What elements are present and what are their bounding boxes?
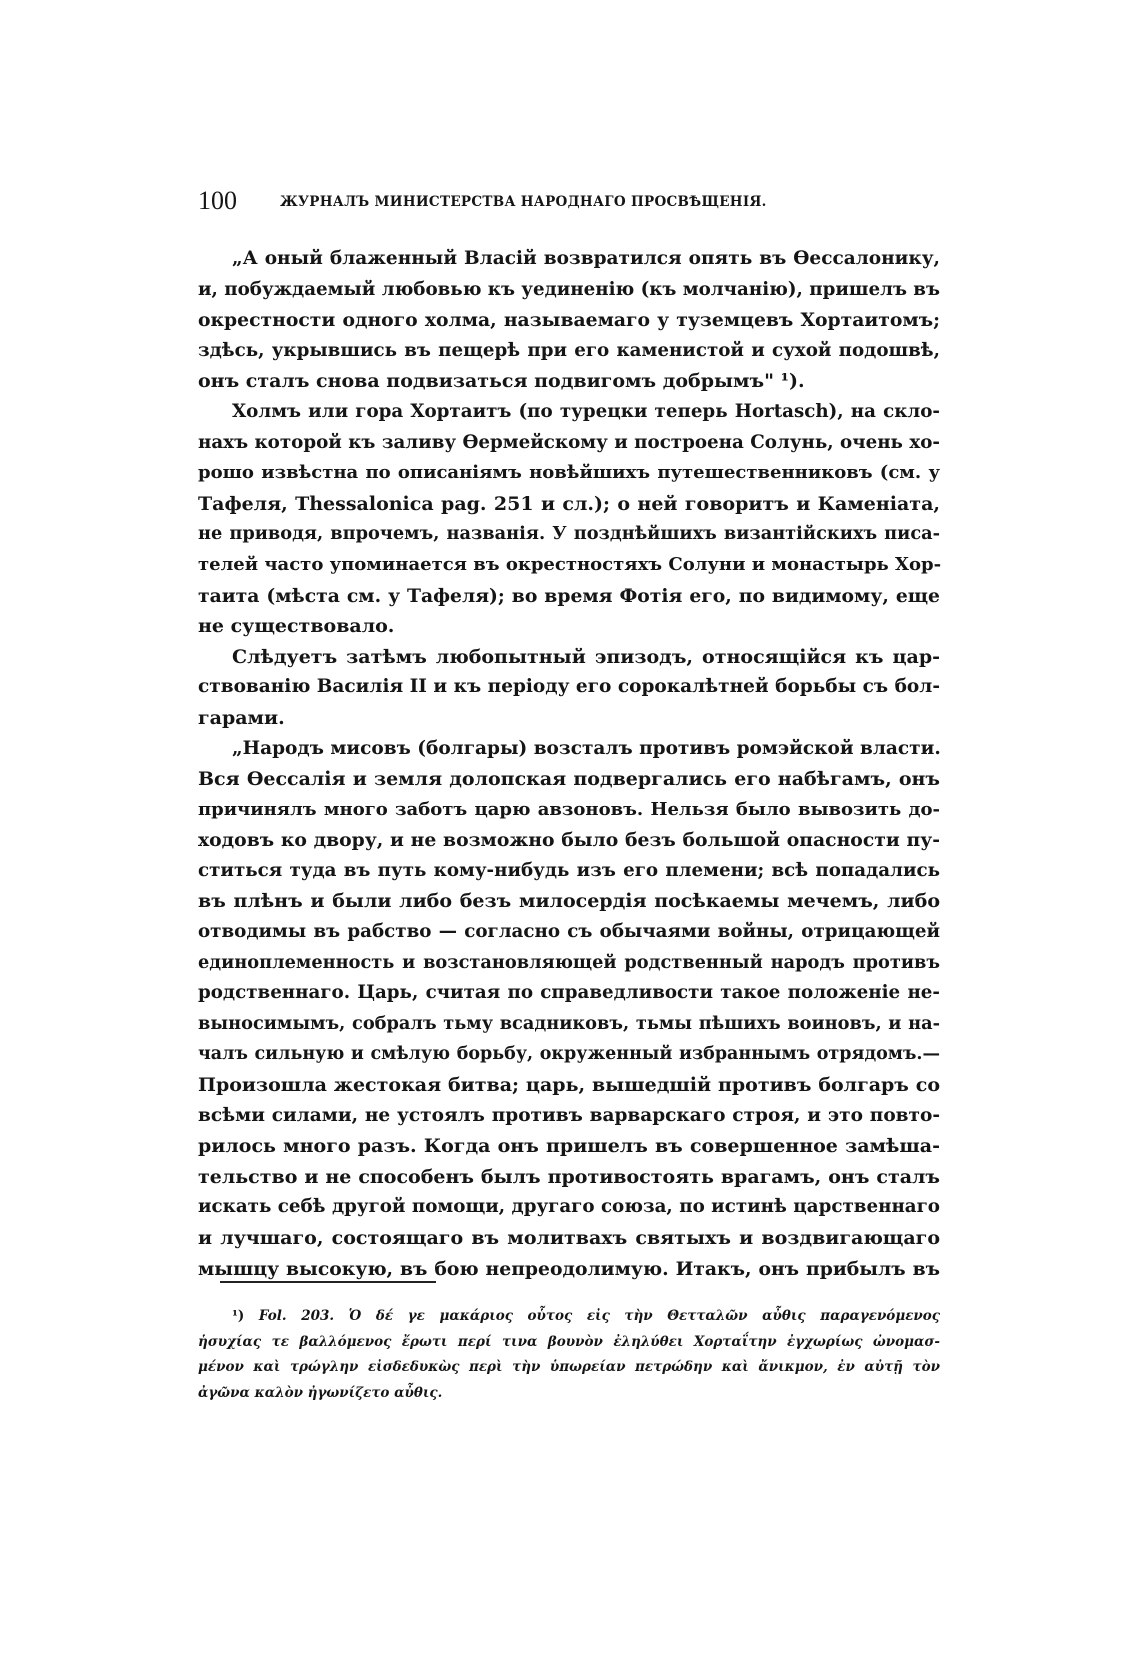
text-line: чалъ сильную и смѣлую борьбу, окруженный избраннымъ отрядомъ.— (198, 1044, 940, 1065)
text-line: окрестности одного холма, называемаго у туземцевъ Хортаитомъ; (198, 309, 940, 332)
text-line: ходовъ ко двору, и не возможно было безъ большой опасности пу- (198, 829, 940, 852)
footnote-marker: ¹) (232, 1308, 245, 1324)
text-line: и лучшаго, состоящаго въ молитвахъ святыхъ и воздвигающаго (198, 1227, 940, 1249)
text-line: Тафеля, Thessalonica pag. 251 и сл.); о ней говоритъ и Каменіата, (198, 492, 940, 515)
text-line: всѣми силами, не устоялъ противъ варварскаго строя, и это повто- (198, 1104, 940, 1126)
footnote-line: ἀγῶνα καλὸν ἠγωνίζετο αὖθις. (198, 1384, 443, 1401)
text-line: Холмъ или гора Хортаитъ (по турецки теперь Hortasch), на скло- (232, 400, 940, 422)
body-text (198, 244, 940, 1284)
text-line: и, побуждаемый любовью къ уединенію (къ молчанію), пришелъ въ (198, 278, 940, 300)
text-line: не существовало. (198, 615, 395, 638)
journal-title: ЖУРНАЛЪ МИНИСТЕРСТВА НАРОДНАГО ПРОСВѢЩЕНІЯ. (280, 194, 767, 210)
paragraph-1 (198, 244, 940, 397)
text-line: единоплеменность и возстановляющей родственный народъ противъ (198, 951, 940, 973)
text-line: не приводя, впрочемъ, названія. У позднѣйшихъ византійскихъ писа- (198, 523, 940, 545)
text-line: родственнаго. Царь, считая по справедливости такое положеніе не- (198, 982, 940, 1004)
text-line: здѣсь, укрывшись въ пещерѣ при его каменистой и сухой подошвѣ, (198, 339, 940, 361)
running-head (198, 186, 938, 220)
text-line: нахъ которой къ заливу Ѳермейскому и построена Солунь, очень хо- (198, 431, 940, 453)
text-line: мышцу высокую, въ бою непреодолимую. Итакъ, онъ прибылъ въ (198, 1257, 940, 1280)
paragraph-4 (198, 734, 940, 1285)
text-line: гарами. (198, 706, 285, 729)
footnote-text: Fol. 203. Ὁ δέ γε μακάριος οὗτος εἰς τὴν Θετταλῶν αὖθις παραγενόμενος (258, 1308, 940, 1324)
text-line: отводимы въ рабство — согласно съ обычаями войны, отрицающей (198, 921, 940, 943)
footnote-divider (220, 1281, 436, 1283)
footnote-line: ἡσυχίας τε βαλλόμενος ἔρωτι περί τινα βουνὸν ἐληλύθει Χορταΐτην ἐγχωρίως ὠνομασ- (198, 1333, 940, 1350)
text-line: рилось много разъ. Когда онъ пришелъ въ совершенное замѣша- (198, 1135, 940, 1158)
footnote (198, 1304, 940, 1406)
text-line: ствованію Василія II и къ періоду его сорокалѣтней борьбы съ бол- (198, 676, 940, 698)
text-line: рошо извѣстна по описаніямъ новѣйшихъ путешественниковъ (см. у (198, 462, 940, 484)
text-line: „Народъ мисовъ (болгары) возсталъ противъ ромэйской власти. (232, 737, 941, 759)
text-line: Произошла жестокая битва; царь, вышедшій противъ болгаръ со (198, 1074, 940, 1097)
text-line: Слѣдуетъ затѣмъ любопытный эпизодъ, относящійся къ цар- (232, 645, 940, 668)
paragraph-2 (198, 397, 940, 642)
text-line: таита (мѣста см. у Тафеля); во время Фотія его, по видимому, еще (198, 584, 940, 607)
text-line: телей часто упоминается въ окрестностяхъ Солуни и монастырь Хор- (198, 553, 942, 575)
text-line: „А оный блаженный Власій возвратился опять въ Ѳессалонику, (232, 248, 940, 269)
text-line: тельство и не способенъ былъ противостоять врагамъ, онъ сталъ (198, 1165, 940, 1188)
text-line: искать себѣ другой помощи, другаго союза, по истинѣ царственнаго (198, 1196, 940, 1218)
text-line: Вся Ѳессалія и земля долопская подвергались его набѣгамъ, онъ (198, 768, 940, 791)
text-line: въ плѣнъ и были либо безъ милосердія посѣкаемы мечемъ, либо (198, 890, 940, 913)
page-number: 100 (198, 186, 237, 215)
text-line: причинялъ много заботъ царю авзоновъ. Нельзя было вывозить до- (198, 798, 940, 820)
footnote-line: μένον καὶ τρώγλην εἰσδεδυκὼς περὶ τὴν ὑπωρείαν πετρώδην καὶ ἄνικμον, ἐν αὐτῇ τὸν (198, 1359, 940, 1375)
text-line: выносимымъ, собралъ тьму всадниковъ, тьмы пѣшихъ воиновъ, и на- (198, 1012, 940, 1034)
text-line: ститься туда въ путь кому-нибудь изъ его племени; всѣ попадались (198, 859, 940, 881)
paragraph-3 (198, 642, 940, 734)
footnote-line (198, 1304, 940, 1330)
text-line: онъ сталъ снова подвизаться подвигомъ добрымъ" ¹). (198, 370, 805, 393)
